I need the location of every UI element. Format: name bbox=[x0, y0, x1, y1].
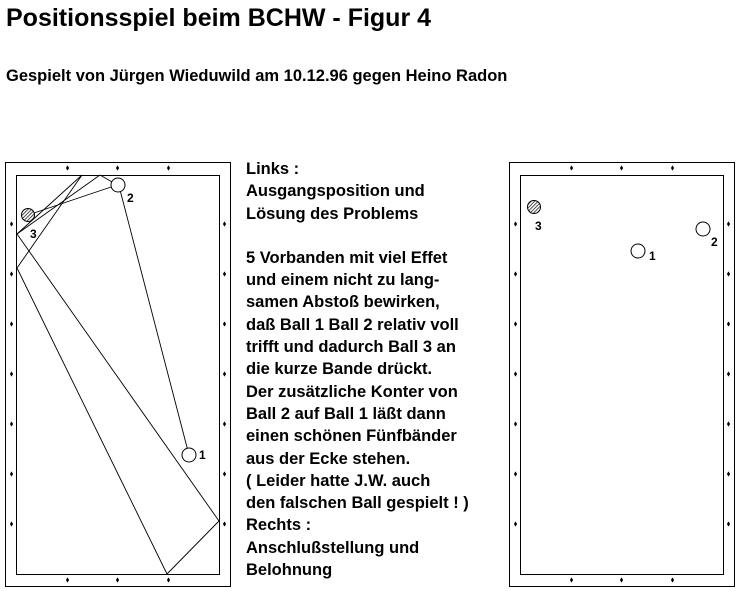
rail-diamond bbox=[66, 165, 69, 170]
body-line: aus der Ecke stehen. bbox=[246, 449, 411, 468]
left-table-frame bbox=[6, 163, 231, 587]
right-line: Belohnung bbox=[246, 561, 333, 580]
right-ball-2-label: 2 bbox=[711, 235, 718, 249]
rail-diamond bbox=[514, 221, 517, 226]
rail-diamond bbox=[727, 371, 730, 376]
right-ball-1-label: 1 bbox=[649, 249, 656, 263]
right-billiard-table bbox=[510, 163, 735, 587]
left-ball-2 bbox=[111, 178, 125, 192]
rail-diamond bbox=[10, 321, 13, 326]
body-line: und einem nicht zu lang- bbox=[246, 271, 440, 290]
left-table-cushion bbox=[17, 176, 220, 575]
right-ball-3-label: 3 bbox=[535, 219, 542, 233]
rail-diamond bbox=[116, 577, 119, 582]
body-line: Ball 2 auf Ball 1 läßt dann bbox=[246, 404, 446, 423]
rail-diamond bbox=[620, 577, 623, 582]
left-heading: Links : bbox=[246, 160, 300, 178]
rail-diamond bbox=[223, 521, 226, 526]
rail-diamond bbox=[116, 165, 119, 170]
rail-diamond bbox=[223, 221, 226, 226]
rail-diamond bbox=[727, 271, 730, 276]
rail-diamond bbox=[514, 521, 517, 526]
rail-diamond bbox=[10, 221, 13, 226]
right-ball-1 bbox=[631, 244, 645, 258]
rail-diamond bbox=[223, 371, 226, 376]
body-line: 5 Vorbanden mit viel Effet bbox=[246, 248, 448, 267]
rail-diamond bbox=[10, 471, 13, 476]
right-ball-3 bbox=[528, 201, 541, 214]
rail-diamond bbox=[10, 421, 13, 426]
rail-diamond bbox=[167, 577, 170, 582]
body-line: ( Leider hatte J.W. auch bbox=[246, 471, 431, 490]
left-line: Ausgangsposition und bbox=[246, 182, 425, 201]
rail-diamond bbox=[671, 577, 674, 582]
body-line: einen schönen Fünfbänder bbox=[246, 427, 457, 446]
body-line: den falschen Ball gespielt ! ) bbox=[246, 494, 469, 513]
body-line: trifft und dadurch Ball 3 an bbox=[246, 338, 456, 357]
rail-diamond bbox=[727, 521, 730, 526]
rail-diamond bbox=[514, 321, 517, 326]
left-table-diamonds bbox=[10, 165, 226, 582]
rail-diamond bbox=[10, 521, 13, 526]
rail-diamond bbox=[514, 271, 517, 276]
body-line: die kurze Bande drückt. bbox=[246, 360, 433, 379]
left-ball-path bbox=[17, 175, 219, 574]
rail-diamond bbox=[66, 577, 69, 582]
left-ball-1-label: 1 bbox=[199, 448, 206, 462]
left-ball-3-label: 3 bbox=[30, 227, 37, 241]
rail-diamond bbox=[570, 577, 573, 582]
left-ball-3 bbox=[22, 209, 35, 222]
rail-diamond bbox=[514, 421, 517, 426]
right-line: Anschlußstellung und bbox=[246, 538, 420, 557]
body-line: daß Ball 1 Ball 2 relativ voll bbox=[246, 315, 459, 334]
left-billiard-table bbox=[6, 163, 231, 587]
rail-diamond bbox=[514, 371, 517, 376]
rail-diamond bbox=[223, 421, 226, 426]
rail-diamond bbox=[223, 471, 226, 476]
right-table-cushion bbox=[521, 176, 724, 575]
rail-diamond bbox=[514, 471, 517, 476]
body-line: Der zusätzliche Konter von bbox=[246, 382, 458, 401]
page-title: Positionsspiel beim BCHW - Figur 4 bbox=[6, 4, 432, 32]
rail-diamond bbox=[10, 271, 13, 276]
description-panel bbox=[246, 158, 508, 581]
rail-diamond bbox=[727, 221, 730, 226]
rail-diamond bbox=[223, 321, 226, 326]
rail-diamond bbox=[570, 165, 573, 170]
left-ball-1 bbox=[182, 448, 196, 462]
rail-diamond bbox=[167, 165, 170, 170]
rail-diamond bbox=[223, 271, 226, 276]
page-subtitle: Gespielt von Jürgen Wieduwild am 10.12.96 gegen Heino Radon bbox=[6, 67, 508, 85]
rail-diamond bbox=[10, 371, 13, 376]
rail-diamond bbox=[671, 165, 674, 170]
rail-diamond bbox=[727, 471, 730, 476]
left-line: Lösung des Problems bbox=[246, 204, 419, 223]
rail-diamond bbox=[727, 321, 730, 326]
right-heading: Rechts : bbox=[246, 516, 312, 535]
body-line: samen Abstoß bewirken, bbox=[246, 293, 440, 312]
right-ball-2 bbox=[696, 222, 710, 236]
rail-diamond bbox=[620, 165, 623, 170]
left-ball-2-label: 2 bbox=[127, 191, 134, 205]
rail-diamond bbox=[727, 421, 730, 426]
